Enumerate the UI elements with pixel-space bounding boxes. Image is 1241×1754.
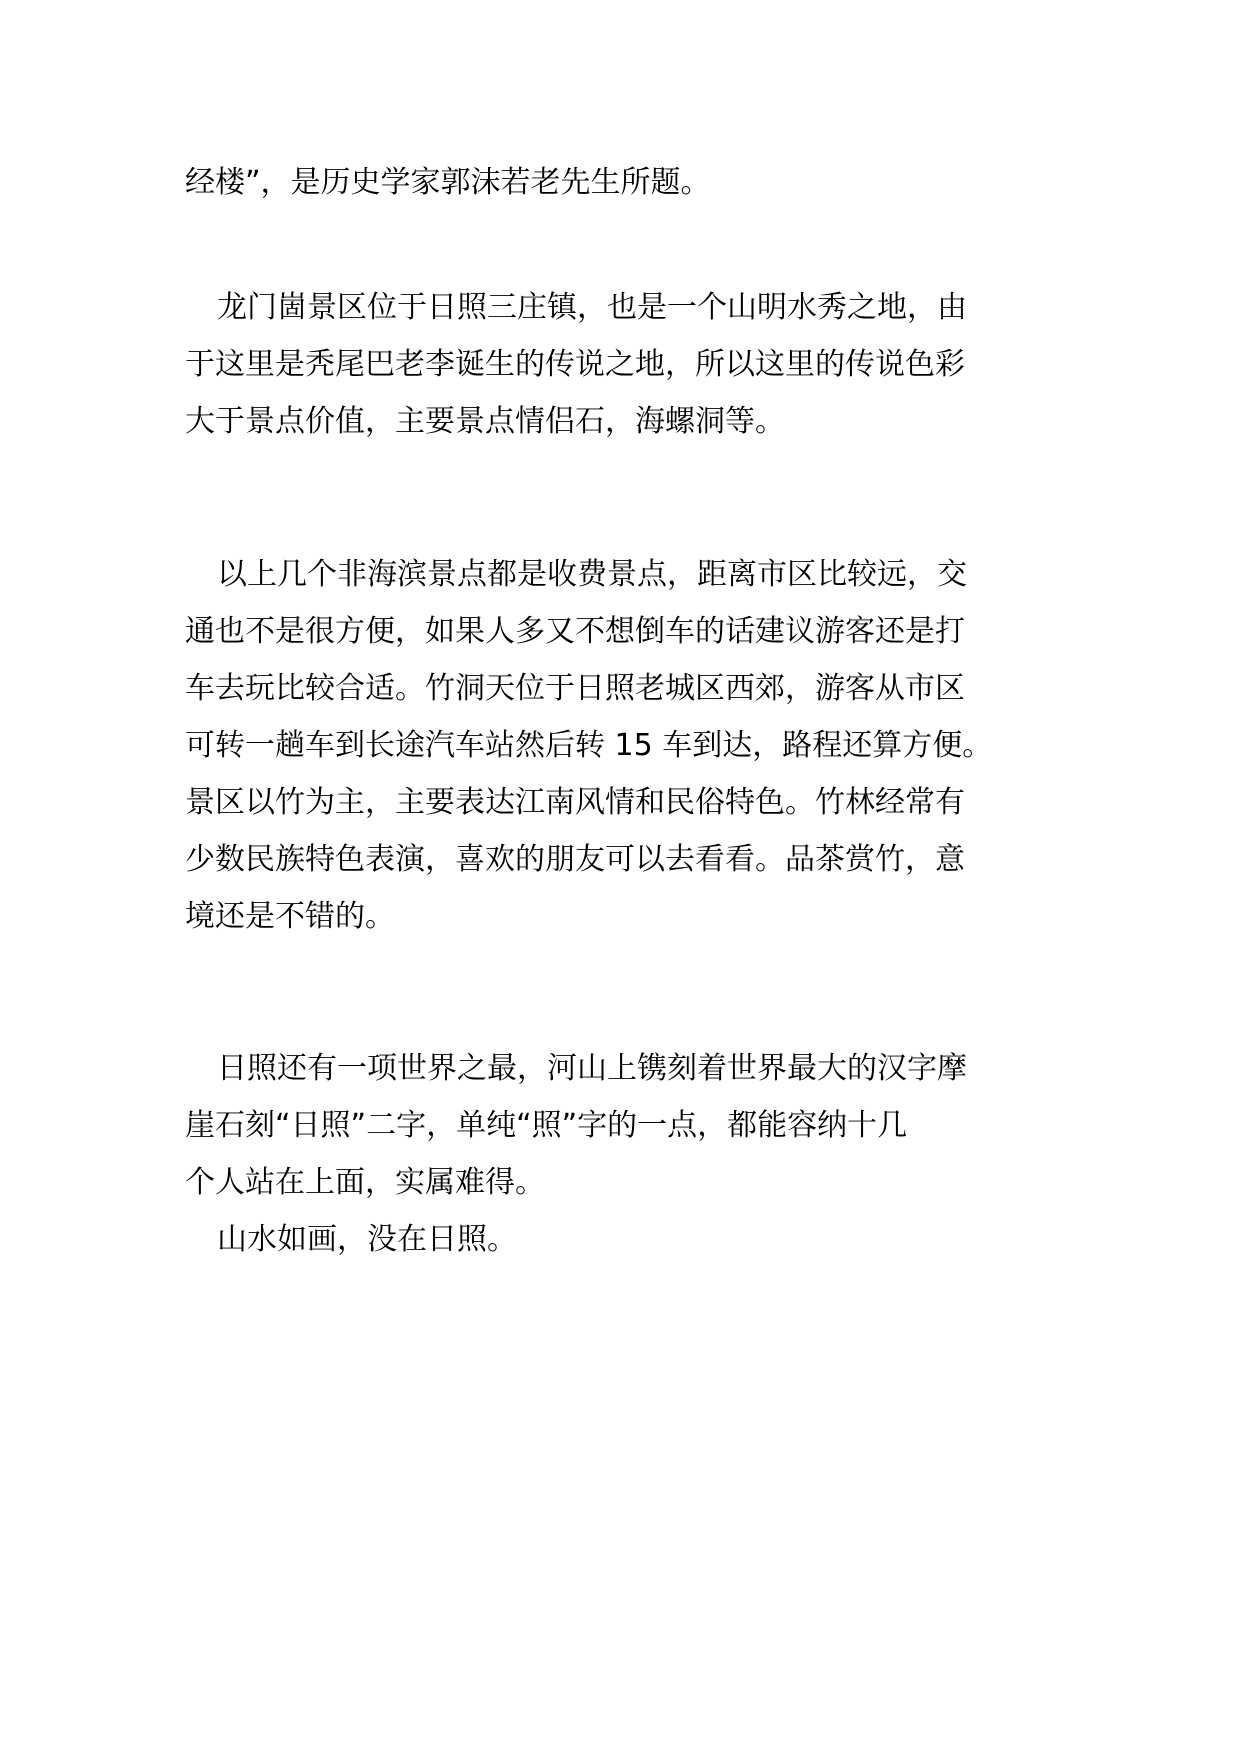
- paragraph-line: 大于景点价值，主要景点情侣石，海螺洞等。: [185, 404, 785, 439]
- paragraph-line: 少数民族特色表演，喜欢的朋友可以去看看。品茶赏竹，意: [185, 842, 965, 877]
- paragraph-line: 经楼”，是历史学家郭沫若老先生所题。: [185, 165, 711, 200]
- paragraph-line: 景区以竹为主，主要表达江南风情和民俗特色。竹林经常有: [185, 785, 965, 820]
- paragraph-line: 可转一趟车到长途汽车站然后转 15 车到达，路程还算方便。: [185, 728, 993, 763]
- paragraph-line: 崖石刻“日照”二字，单纯“照”字的一点，都能容纳十几: [185, 1108, 908, 1143]
- paragraph-line: 通也不是很方便，如果人多又不想倒车的话建议游客还是打: [185, 614, 965, 649]
- paragraph-line: 龙门崮景区位于日照三庄镇，也是一个山明水秀之地，由: [217, 290, 967, 325]
- paragraph-line: 车去玩比较合适。竹洞天位于日照老城区西郊，游客从市区: [185, 671, 965, 706]
- paragraph-line: 个人站在上面，实属难得。: [185, 1165, 545, 1200]
- paragraph-line: 山水如画，没在日照。: [217, 1222, 517, 1257]
- paragraph-line: 境还是不错的。: [185, 899, 395, 934]
- paragraph-line: 于这里是秃尾巴老李诞生的传说之地，所以这里的传说色彩: [185, 347, 965, 382]
- paragraph-line: 以上几个非海滨景点都是收费景点，距离市区比较远，交: [217, 557, 967, 592]
- paragraph-line: 日照还有一项世界之最，河山上镌刻着世界最大的汉字摩: [217, 1051, 967, 1086]
